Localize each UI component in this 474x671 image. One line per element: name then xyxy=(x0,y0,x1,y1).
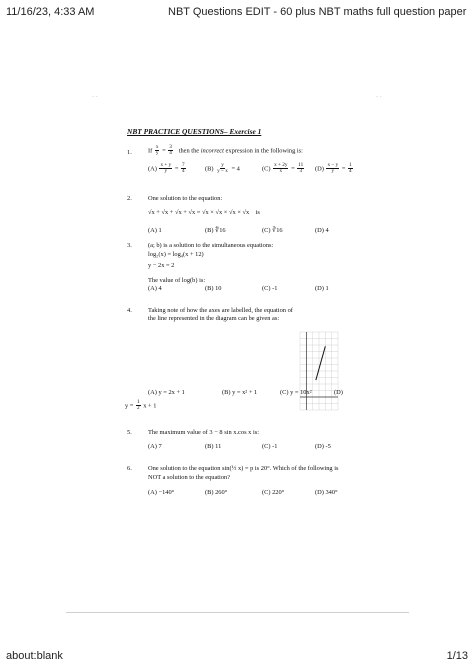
q3-option-d: (D) 1 xyxy=(315,285,329,292)
q1-option-c: (C) $\frac{x + 2y}{x}$ = $\frac{11}{3}$ xyxy=(262,162,304,175)
q2-option-a: (A) 1 xyxy=(148,227,162,234)
q1-option-b: (B) $\frac{y}{y - x}$ = 4 xyxy=(205,162,240,175)
q4-stem-line-2: the line represented in the diagram can be given as: xyxy=(148,315,280,322)
q3-stem: (a; b) is a solution to the simultaneous equations: xyxy=(148,242,274,249)
q6-stem-line-2: NOT a solution to the equation? xyxy=(148,474,231,481)
q4-line-graph xyxy=(298,330,340,412)
page-heading: NBT PRACTICE QUESTIONS– Exercise 1 xyxy=(127,127,262,136)
q6-option-c: (C) 220° xyxy=(262,489,285,496)
q4-option-b: (B) y = x² + 1 xyxy=(222,389,258,396)
q2-option-d: (D) 4 xyxy=(315,227,329,234)
q1-option-a: (A) $\frac{x + y}{y}$ = $\frac{7}{4}$ xyxy=(148,162,185,175)
q6-stem-line-1: One solution to the equation sin(½ x) = p is 20°. Which of the following is xyxy=(148,465,339,472)
q1-number: 1. xyxy=(127,149,132,156)
q3-option-c: (C) -1 xyxy=(262,285,278,292)
q1-stem: If $\frac{x}{y}$ = $\frac{3}{4}$ then the incorrect expression in the following is: xyxy=(148,144,303,157)
q2-equation: √x + √x + √x + √x = √x × √x × √x × √x is xyxy=(148,209,260,216)
q1-condition-left-fraction: $\frac{x}{y}$ xyxy=(155,144,159,157)
print-url: about:blank xyxy=(6,650,63,662)
q3-equation-1: log₂(x) = log₄(x + 12) xyxy=(148,251,204,258)
q2-option-b: (B) ∜16 xyxy=(205,227,226,234)
q6-option-a: (A) −140° xyxy=(148,489,175,496)
q5-option-b: (B) 11 xyxy=(205,443,222,450)
print-datetime: 11/16/23, 4:33 AM xyxy=(6,6,95,18)
q3-option-b: (B) 10 xyxy=(205,285,222,292)
q4-number: 4. xyxy=(127,307,132,314)
q3-number: 3. xyxy=(127,242,132,249)
print-page-count: 1/13 xyxy=(446,650,468,662)
q5-number: 5. xyxy=(127,429,132,436)
q2-number: 2. xyxy=(127,195,132,202)
q3-equation-2: y − 2x = 2 xyxy=(148,262,175,269)
scan-mark: - - xyxy=(92,94,98,100)
q2-stem: One solution to the equation: xyxy=(148,195,223,202)
q3-option-a: (A) 4 xyxy=(148,285,162,292)
print-page-title: NBT Questions EDIT - 60 plus NBT maths full question paper xyxy=(168,6,467,18)
q4-option-a: (A) y = 2x + 1 xyxy=(148,389,185,396)
q4-option-c: (C) y = 10x² xyxy=(280,389,312,396)
q4-option-d-expression: y = $\frac{1}{2}$ x + 1 xyxy=(125,399,157,412)
graph-grid xyxy=(300,332,338,410)
q6-number: 6. xyxy=(127,465,132,472)
q1-condition-right-fraction: $\frac{3}{4}$ xyxy=(169,144,172,157)
q4-stem-line-1: Taking note of how the axes are labelled, the equation of xyxy=(148,307,293,314)
scan-mark: - - xyxy=(376,94,382,100)
q5-option-c: (C) -1 xyxy=(262,443,278,450)
q6-option-b: (B) 260° xyxy=(205,489,228,496)
q6-option-d: (D) 340° xyxy=(315,489,338,496)
q5-stem: The maximum value of 3 − 8 sin x.cos x is: xyxy=(148,429,259,436)
q2-option-c: (C) ∛16 xyxy=(262,227,283,234)
q1-option-d: (D) $\frac{x - y}{y}$ = $\frac{1}{4}$ xyxy=(315,162,352,175)
q4-option-d-label: (D) xyxy=(334,389,343,396)
q5-option-a: (A) 7 xyxy=(148,443,162,450)
q5-option-d: (D) -5 xyxy=(315,443,331,450)
q3-value-prompt: The value of log(b) is: xyxy=(148,277,206,284)
